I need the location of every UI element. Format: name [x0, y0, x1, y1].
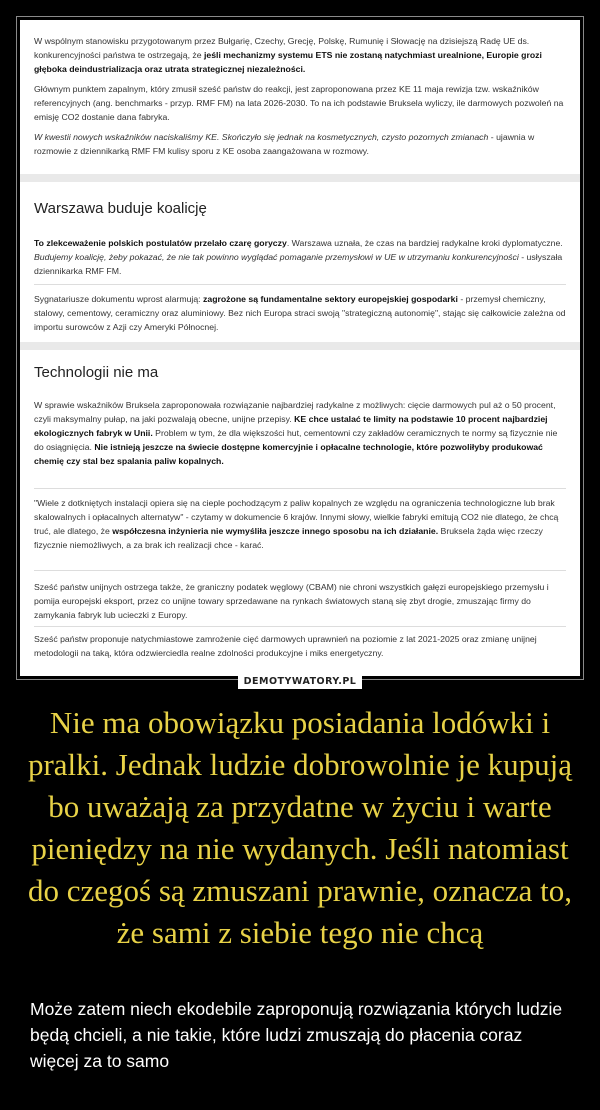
- section1-paragraph-1: To zlekceważenie polskich postulatów przelało czarę goryczy. Warszawa uznała, że czas na bardziej radykalne kroki dyplomatyczne. Budujemy koalicję, żeby pokazać, że nie tak powinno wyglądać pomaganie przemysłowi w UE w utrzymaniu konkurencyjności - usłyszała dziennikarka RMF FM.: [34, 238, 563, 276]
- intro-paragraph-3: W kwestii nowych wskaźników naciskaliśmy KE. Skończyło się jednak na kosmetycznych, czysto pozornych zmianach - ujawnia w rozmowie z dziennikarką RMF FM kulisy sporu z KE osoba zaangażowana w rozmowy.: [34, 132, 535, 156]
- demotivator-caption: Może zatem niech ekodebile zaproponują rozwiązania których ludzie będą chcieli, a nie takie, które ludzi zmuszają do płacenia coraz więcej za to samo: [30, 999, 563, 1071]
- section2-paragraph-1: W sprawie wskaźników Bruksela zaproponowała rozwiązanie najbardziej radykalne z możliwych: cięcie darmowych pul aż o 50 procent, czyli maksymalny pułap, na jaki pozwalają obecne, unijne przepisy. KE chce ustalać te limity na podstawie 10 procent najbardziej ekologicznych fabryk w Unii. Problem w tym, że dla większości hut, cementowni czy zakładów ceramicznych te normy są fizycznie nie do osiągnięcia. Nie istnieją jeszcze na świecie dostępne komercyjnie i opłacalne technologie, które pozwoliłyby produkować chemię czy stal bez spalania paliw kopalnych.: [34, 400, 558, 466]
- section2-paragraph-2: "Wiele z dotkniętych instalacji opiera się na cieple pochodzącym z paliw kopalnych ze względu na ograniczenia technologiczne lub brak skalowalnych i opłacalnych alternatyw" - czytamy w dokumencie 6 krajów. Innymi słowy, wielkie fabryki emitują CO2 nie dlatego, że chcą truć, ale dlatego, że współczesna inżynieria nie wymyśliła jeszcze innego sposobu na ich działanie. Bruksela żąda więc rzeczy fizycznie niemożliwych, a za brak ich realizacji chce - karać.: [34, 498, 559, 550]
- demotivator-headline: Nie ma obowiązku posiadania lodówki i pralki. Jednak ludzie dobrowolnie je kupują bo uważają za przydatne w życiu i warte pieniędzy na nie wydanych. Jeśli natomiast do czegoś są zmuszani prawnie, oznacza to, że sami z siebie tego nie chcą: [27, 705, 573, 950]
- site-watermark: DEMOTYWATORY.PL: [238, 674, 362, 689]
- paragraph-divider: [34, 488, 566, 489]
- paragraph-divider: [34, 570, 566, 571]
- article-screenshot: [20, 20, 580, 676]
- intro-paragraph-2: Głównym punktem zapalnym, który zmusił sześć państw do reakcji, jest zaproponowana przez KE 11 maja rewizja tzw. wskaźników referencyjnych (ang. benchmarks - przyp. RMF FM) na lata 2026-2030. To na ich podstawie Bruksela wyliczy, ile darmowych pozwoleń na emisję CO2 dostanie dana fabryka.: [34, 84, 564, 122]
- section-title-technologii: Technologii nie ma: [34, 364, 159, 381]
- intro-paragraph-1: W wspólnym stanowisku przygotowanym przez Bułgarię, Czechy, Grecję, Polskę, Rumunię i Słowację na dzisiejszą Radę UE ds. konkurencyjności państwa te ostrzegają, że jeśli mechanizmy systemu ETS nie zostaną natychmiast urealnione, Europie grozi głęboka deindustrializacja oraz utrata strategicznej niezależności.: [34, 36, 542, 74]
- section-divider: [20, 342, 580, 350]
- section-title-koalicja: Warszawa buduje koalicję: [34, 200, 207, 217]
- paragraph-divider: [34, 284, 566, 285]
- section2-paragraph-3: Sześć państw unijnych ostrzega także, że graniczny podatek węglowy (CBAM) nie chroni wszystkich gałęzi europejskiego przemysłu i pomija europejski eksport, przez co unijne towary sprzedawane na rynkach światowych staną się zbyt drogie, zmuszając firmy do zamykania fabryk lub ucieczki z Europy.: [34, 582, 549, 620]
- paragraph-divider: [34, 626, 566, 627]
- section-divider: [20, 174, 580, 182]
- section1-paragraph-2: Sygnatariusze dokumentu wprost alarmują: zagrożone są fundamentalne sektory europejskiej gospodarki - przemysł chemiczny, stalowy, cementowy, ceramiczny oraz aluminiowy. Bez nich Europa straci swoją "strategiczną autonomię", stając się całkowicie zależna od importu surowców z Azji czy Ameryki Północnej.: [34, 294, 566, 332]
- section2-paragraph-4: Sześć państw proponuje natychmiastowe zamrożenie cięć darmowych uprawnień na poziomie z lat 2021-2025 oraz zmianę unijnej metodologii na taką, która odzwierciedla realne zdolności produkcyjne i miks energetyczny.: [34, 634, 537, 658]
